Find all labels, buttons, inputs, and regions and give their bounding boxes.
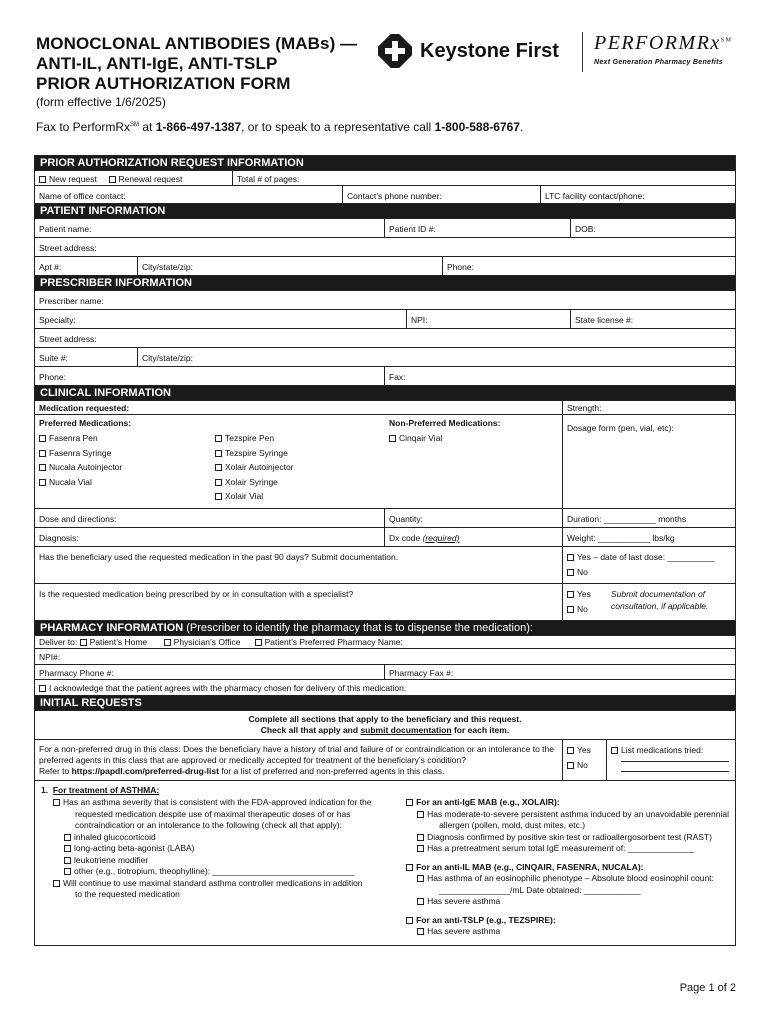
ltc-contact-field[interactable]: LTC facility contact/phone:: [545, 191, 645, 201]
deliver-preferred-pharmacy-checkbox[interactable]: Patient’s Preferred Pharmacy Name:: [255, 637, 403, 647]
list-medications-tried-checkbox[interactable]: List medications tried:: [611, 743, 731, 758]
nonpref-yes-checkbox[interactable]: Yes: [567, 743, 602, 758]
pharmacy-npi-field[interactable]: NPI#:: [39, 652, 61, 662]
section-pharmacy-heading: PHARMACY INFORMATION (Prescriber to identify the pharmacy that is to dispense the medication):: [35, 621, 735, 636]
performrx-logo: PERFORMRx℠ Next Generation Pharmacy Benefits: [594, 32, 733, 66]
prescriber-phone-field[interactable]: Phone:: [35, 367, 385, 385]
total-pages-field[interactable]: Total # of pages:: [237, 174, 300, 184]
patient-city-field[interactable]: City/state/zip:: [138, 257, 443, 275]
pref-med-checkbox[interactable]: Nucala Autoinjector: [39, 460, 215, 475]
contact-phone-field[interactable]: Contact’s phone number:: [343, 186, 541, 203]
strength-field[interactable]: Strength:: [567, 403, 602, 413]
dose-directions-field[interactable]: Dose and directions:: [35, 509, 385, 527]
new-request-checkbox[interactable]: New request: [39, 174, 97, 184]
page-number: Page 1 of 2: [679, 982, 736, 994]
past-90-days-question: Has the beneficiary used the requested medication in the past 90 days? Submit documentation.: [35, 547, 563, 583]
pharmacy-phone-field[interactable]: Pharmacy Phone #:: [35, 665, 385, 679]
pref-med-checkbox[interactable]: Fasenra Pen: [39, 431, 215, 446]
pref-med-checkbox[interactable]: Xolair Syringe: [215, 475, 294, 490]
deliver-office-checkbox[interactable]: Physician’s Office: [164, 637, 241, 647]
weight-field[interactable]: Weight: ___________ lbs/kg: [567, 533, 675, 543]
patient-name-field[interactable]: Patient name:: [35, 219, 385, 237]
criteria-checkbox[interactable]: inhaled glucocorticoid: [41, 832, 406, 844]
criteria-checkbox[interactable]: Has severe asthma: [406, 896, 729, 908]
section-clinical-heading: CLINICAL INFORMATION: [35, 386, 735, 401]
preferred-drug-list-link[interactable]: https://papdl.com/preferred-drug-list: [71, 766, 219, 776]
section-initial-requests-heading: INITIAL REQUESTS: [35, 696, 735, 711]
pharmacy-ack-checkbox[interactable]: I acknowledge that the patient agrees with the pharmacy chosen for delivery of this medication.: [35, 680, 735, 695]
prescriber-fax-field[interactable]: Fax:: [389, 372, 406, 382]
prescriber-city-field[interactable]: City/state/zip:: [142, 353, 194, 363]
deliver-home-checkbox[interactable]: Patient’s Home: [80, 637, 147, 647]
criteria-checkbox[interactable]: long-acting beta-agonist (LABA): [41, 843, 406, 855]
criteria-checkbox[interactable]: Diagnosis confirmed by positive skin test or radioallergosorbent test (RAST): [406, 832, 729, 844]
patient-phone-field[interactable]: Phone:: [447, 262, 474, 272]
criteria-text: contraindication or an intolerance to the following (check all that apply):: [75, 820, 342, 830]
nonpref-no-checkbox[interactable]: No: [567, 758, 602, 773]
criteria-checkbox[interactable]: other (e.g., tiotropium, theophylline): ______________________________: [41, 866, 406, 878]
criteria-text: to the requested medication: [75, 889, 180, 899]
section-prior-auth-heading: PRIOR AUTHORIZATION REQUEST INFORMATION: [35, 156, 735, 171]
criteria-text: requested medication despite use of maximal therapeutic doses of or has: [75, 808, 351, 819]
criteria-checkbox[interactable]: Has moderate-to-severe persistent asthma induced by an unavoidable perennial: [406, 809, 729, 821]
criteria-checkbox[interactable]: leukotriene modifier: [41, 855, 406, 867]
specialist-question: Is the requested medication being prescribed by or in consultation with a specialist?: [35, 584, 563, 620]
criteria-text: allergen (pollen, mold, dust mites, etc.): [439, 820, 586, 830]
phone-number: 1-800-588-6767: [434, 120, 520, 134]
renewal-request-checkbox[interactable]: Renewal request: [109, 174, 183, 184]
initial-instructions: Complete all sections that apply to the beneficiary and this request. Check all that apply and submit documentation for each item.: [248, 714, 522, 735]
fax-number: 1-866-497-1387: [155, 120, 242, 134]
submit-documentation-note: Submit documentation of consultation, if applicable.: [611, 589, 709, 611]
non-preferred-question: For a non-preferred drug in this class: Does the beneficiary have a history of trial and failure of or contraindication or an intolerance to the preferred agents in this class that are approved or medically accepted for treatment of the beneficiary’s condition? Refer to https://papdl.com/preferred-drug-list for a list of preferred and non-preferred agents in this class.: [35, 740, 563, 780]
specialist-yes-checkbox[interactable]: Yes: [567, 587, 611, 602]
asthma-heading: For treatment of ASTHMA:: [52, 785, 160, 795]
criteria-checkbox[interactable]: Has an asthma severity that is consistent with the FDA-approved indication for the: [41, 797, 406, 809]
specialist-no-checkbox[interactable]: No: [567, 602, 611, 617]
pref-med-checkbox[interactable]: Tezspire Pen: [215, 431, 294, 446]
criteria-checkbox[interactable]: Has severe asthma: [406, 926, 729, 938]
nonpref-med-checkbox[interactable]: Cinqair Vial: [389, 431, 558, 446]
diagnosis-field[interactable]: Diagnosis:: [35, 528, 385, 546]
form-title: MONOCLONAL ANTIBODIES (MABs) — ANTI-IL, ANTI-IgE, ANTI-TSLP PRIOR AUTHORIZATION FORM: [36, 34, 358, 93]
office-contact-field[interactable]: Name of office contact:: [35, 186, 343, 203]
non-preferred-medications-label: Non-Preferred Medications:: [389, 418, 501, 428]
pref-med-checkbox[interactable]: Xolair Vial: [215, 489, 294, 504]
logo-divider: [582, 32, 583, 72]
patient-id-field[interactable]: Patient ID #:: [385, 219, 571, 237]
criteria-checkbox[interactable]: Has asthma of an eosinophilic phenotype – Absolute blood eosinophil count:: [406, 873, 729, 885]
state-license-field[interactable]: State license #:: [575, 315, 634, 325]
pref-med-checkbox[interactable]: Nucala Vial: [39, 475, 215, 490]
prescriber-suite-field[interactable]: Suite #:: [35, 348, 138, 366]
section-prescriber-heading: PRESCRIBER INFORMATION: [35, 276, 735, 291]
section-patient-heading: PATIENT INFORMATION: [35, 204, 735, 219]
quantity-field[interactable]: Quantity:: [385, 509, 563, 527]
criteria-checkbox[interactable]: For an anti-IgE MAB (e.g., XOLAIR):: [406, 797, 729, 809]
patient-street-field[interactable]: Street address:: [39, 243, 97, 253]
pref-med-checkbox[interactable]: Tezspire Syringe: [215, 446, 294, 461]
pref-med-checkbox[interactable]: Fasenra Syringe: [39, 446, 215, 461]
pref-med-checkbox[interactable]: Xolair Autoinjector: [215, 460, 294, 475]
criteria-checkbox[interactable]: Has a pretreatment serum total IgE measurement of: ______________: [406, 843, 729, 855]
medications-tried-line[interactable]: [621, 771, 729, 772]
prescriber-street-field[interactable]: Street address:: [39, 334, 97, 344]
criteria-text: _______________/mL Date obtained: ____________: [439, 884, 641, 895]
past90-yes-checkbox[interactable]: Yes – date of last dose: __________: [567, 550, 731, 565]
medications-tried-line[interactable]: [621, 761, 729, 762]
preferred-medications-label: Preferred Medications:: [39, 418, 132, 428]
asthma-section: 1. For treatment of ASTHMA: Has an asthma severity that is consistent with the FDA-approved indication for the requested medication despite use of maximal therapeutic doses of or has contraindication or an intolerance to the following (check all that apply): inhaled glucocorticoid long-acting beta-agonist (LABA) leukotriene modifier other (e.g., tiotropium, theophylline): ______________________________ Will continue to use maximal standard asthma controller medications in addition to the requested medication For an anti-IgE MAB (e.g., XOLAIR): Has moderate-to-severe persistent asthma induced by an unavoidable perennial allergen (pollen, mold, dust mites, etc.) Diagnosis confirmed by positive skin test or radioallergosorbent test (RAST) Has a pretreatment serum total IgE measurement of: ______________ For an anti-IL MAB (e.g., CINQAIR, FASENRA, NUCALA): Has asthma of an eosinophilic phenotype – Absolute blood eosinophil count: _______________/mL Date obtained: ____________ Has severe asthma For an anti-TSLP (e.g., TEZSPIRE): Has severe asthma: [41, 785, 729, 936]
prior-auth-form: PRIOR AUTHORIZATION REQUEST INFORMATION New request Renewal request Total # of pages: Name of office contact: Contact’s phone number: LTC facility contact/phone: PATIENT INFORMATION Patient name: Patient ID #: DOB: Street address: Apt #: City/state/zip: Phone: PRESCRIBER INFORMATION Prescriber name: Specialty: NPI: State license #: Street address: Suite #: City/state/zip: Phone: Fax: CLINICAL INFORMATION Medication requested: Strength: Preferred Medications: Fasenra Pen Fasenra Syringe Nucala Autoinjector Nucala Vial Tezspire Pen Tezspire Syringe Xolair Autoinjector Xolair Syringe Xolair Vial Non-Preferred Medications: Cinqair Vial Dosage form (pen, vial, etc): Dose and directions: Quantity: Duration: ___________ months Diagnosis: Dx code (required) Weight: ___________ lbs/kg Has the beneficiary used the requested medication in the past 90 days? Submit documentation. Yes – date of last dose: __________ No Is the requested medication being prescribed by or in consultation with a specialist? Yes No Submit documentation of consultation, if applicable. PHARMACY INFORMATION (Prescriber to identify the pharmacy that is to dispense the medication): Deliver to: Patient’s Home Physician’s Office Patient’s Preferred Pharmacy Name: NPI#: Pharmacy Phone #: Pharmacy Fax #: I acknowledge that the patient agrees with the pharmacy chosen for delivery of this medication. INITIAL REQUESTS Complete all sections that apply to the beneficiary and this request. Check all that apply and submit documentation for each item. For a non-preferred drug in this class: Does the beneficiary have a history of trial and failure of or contraindication or an intolerance to the preferred agents in this class that are approved or medically accepted for treatment of the beneficiary’s condition? Refer to https://papdl.com/preferred-drug-list for a list of preferred and non-preferred agents in this class. Yes No List medications tried: 1. For treatment of ASTHMA: Has an asthma severity that is consistent with the FDA-approved indication for the requested medication despite use of maximal therapeutic doses of or has contraindication or an intolerance to the following (check all that apply): inhaled glucocorticoid long-acting beta-agonist (LABA) leukotriene modifier other (e.g., tiotropium, theophylline): ______________________________ Will continue to use maximal standard asthma controller medications in addition to the requested medication For an anti-IgE MAB (e.g., XOLAIR): Has moderate-to-severe persistent asthma induced by an unavoidable perennial allergen (pollen, mold, dust mites, etc.) Diagnosis confirmed by positive skin test or radioallergosorbent test (RAST) Has a pretreatment serum total IgE measurement of: ______________ For an anti-IL MAB (e.g., CINQAIR, FASENRA, NUCALA): Has asthma of an eosinophilic phenotype – Absolute blood eosinophil count: _______________/mL Date obtained: ____________ Has severe asthma For an anti-TSLP (e.g., TEZSPIRE): Has severe asthma: [34, 155, 736, 946]
dx-code-field[interactable]: Dx code (required): [385, 528, 563, 546]
keystone-cross-icon: [378, 34, 412, 68]
prescriber-specialty-field[interactable]: Specialty:: [35, 310, 407, 328]
keystone-first-logo: Keystone First: [378, 34, 559, 68]
patient-dob-field[interactable]: DOB:: [575, 224, 596, 234]
past90-no-checkbox[interactable]: No: [567, 565, 731, 580]
criteria-checkbox[interactable]: For an anti-IL MAB (e.g., CINQAIR, FASENRA, NUCALA):: [406, 862, 729, 874]
prescriber-npi-field[interactable]: NPI:: [407, 310, 571, 328]
patient-apt-field[interactable]: Apt #:: [35, 257, 138, 275]
medication-requested-field[interactable]: Medication requested:: [35, 401, 563, 414]
form-effective-date: (form effective 1/6/2025): [36, 95, 166, 109]
fax-instructions: Fax to PerformRx℠ at 1-866-497-1387, or to speak to a representative call 1-800-588-6767.: [36, 120, 524, 134]
criteria-checkbox[interactable]: For an anti-TSLP (e.g., TEZSPIRE):: [406, 915, 729, 927]
duration-field[interactable]: Duration: ___________ months: [567, 514, 687, 524]
dosage-form-field[interactable]: Dosage form (pen, vial, etc):: [567, 423, 674, 433]
prescriber-name-field[interactable]: Prescriber name:: [39, 296, 104, 306]
pharmacy-fax-field[interactable]: Pharmacy Fax #:: [389, 668, 454, 678]
criteria-checkbox[interactable]: Will continue to use maximal standard asthma controller medications in addition: [41, 878, 406, 890]
